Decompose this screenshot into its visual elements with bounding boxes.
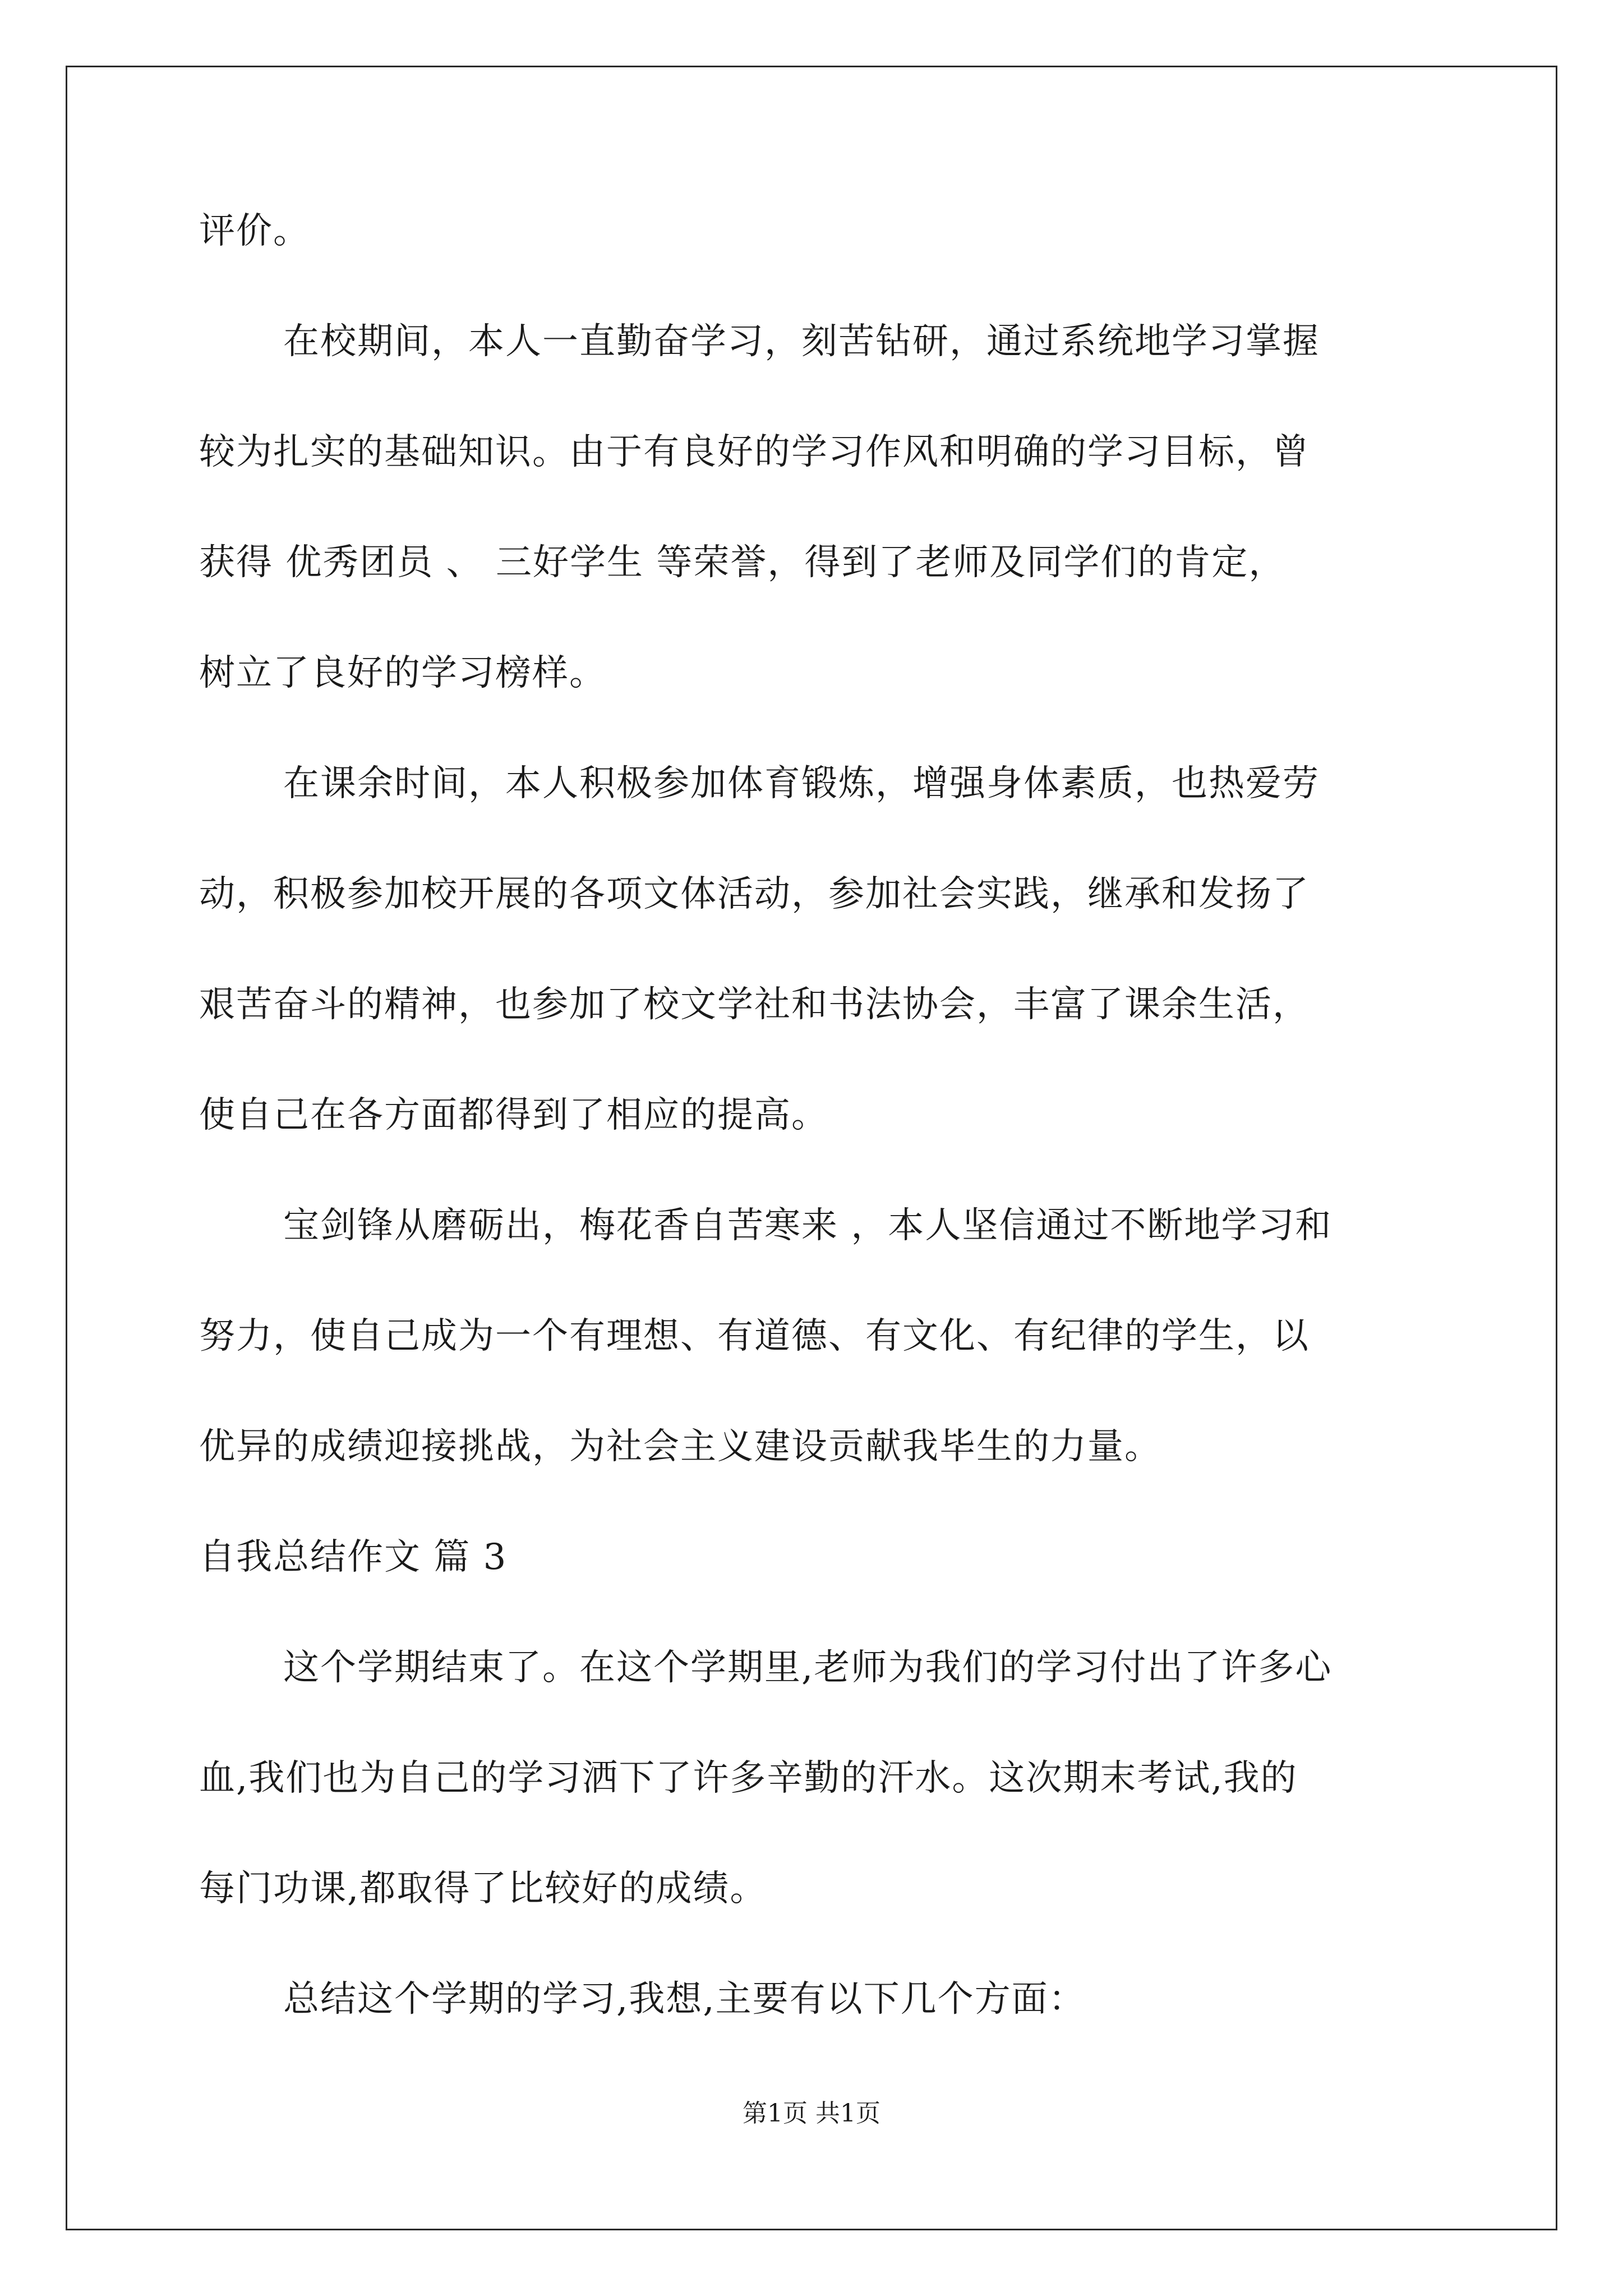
paragraph-line: 树立了良好的学习榜样。 bbox=[199, 652, 606, 694]
page-footer: 第1页 共1页 bbox=[743, 2099, 880, 2128]
paragraph-line: 血,我们也为自己的学习洒下了许多辛勤的汗水。这次期末考试,我的 bbox=[199, 1757, 1298, 1799]
paragraph-line: 每门功课,都取得了比较好的成绩。 bbox=[199, 1868, 767, 1910]
paragraph-line: 优异的成绩迎接挑战，为社会主义建设贡献我毕生的力量。 bbox=[199, 1426, 1161, 1467]
paragraph-line: 评价。 bbox=[199, 210, 310, 252]
paragraph-line: 艰苦奋斗的精神，也参加了校文学社和书法协会，丰富了课余生活， bbox=[199, 984, 1310, 1025]
paragraph-line: 动，积极参加校开展的各项文体活动，参加社会实践，继承和发扬了 bbox=[199, 873, 1310, 915]
paragraph-line: 较为扎实的基础知识。由于有良好的学习作风和明确的学习目标，曾 bbox=[199, 431, 1310, 473]
paragraph-line: 努力，使自己成为一个有理想、有道德、有文化、有纪律的学生，以 bbox=[199, 1315, 1310, 1357]
paragraph-line: 在校期间，本人一直勤奋学习，刻苦钻研，通过系统地学习掌握 bbox=[283, 321, 1320, 362]
document-body bbox=[199, 209, 1433, 2022]
paragraph-line: 在课余时间，本人积极参加体育锻炼，增强身体素质，也热爱劳 bbox=[283, 763, 1320, 804]
paragraph-line: 获得 优秀团员 、 三好学生 等荣誉，得到了老师及同学们的肯定， bbox=[199, 542, 1286, 583]
paragraph-line: 总结这个学期的学习,我想,主要有以下几个方面： bbox=[283, 1978, 1086, 2020]
paragraph-line: 宝剑锋从磨砺出，梅花香自苦寒来 ，本人坚信通过不断地学习和 bbox=[283, 1205, 1332, 1246]
paragraph-line: 使自己在各方面都得到了相应的提高。 bbox=[199, 1094, 828, 1136]
section-heading: 自我总结作文 篇 3 bbox=[199, 1536, 508, 1578]
paragraph-line: 这个学期结束了。在这个学期里,老师为我们的学习付出了许多心 bbox=[283, 1647, 1332, 1688]
